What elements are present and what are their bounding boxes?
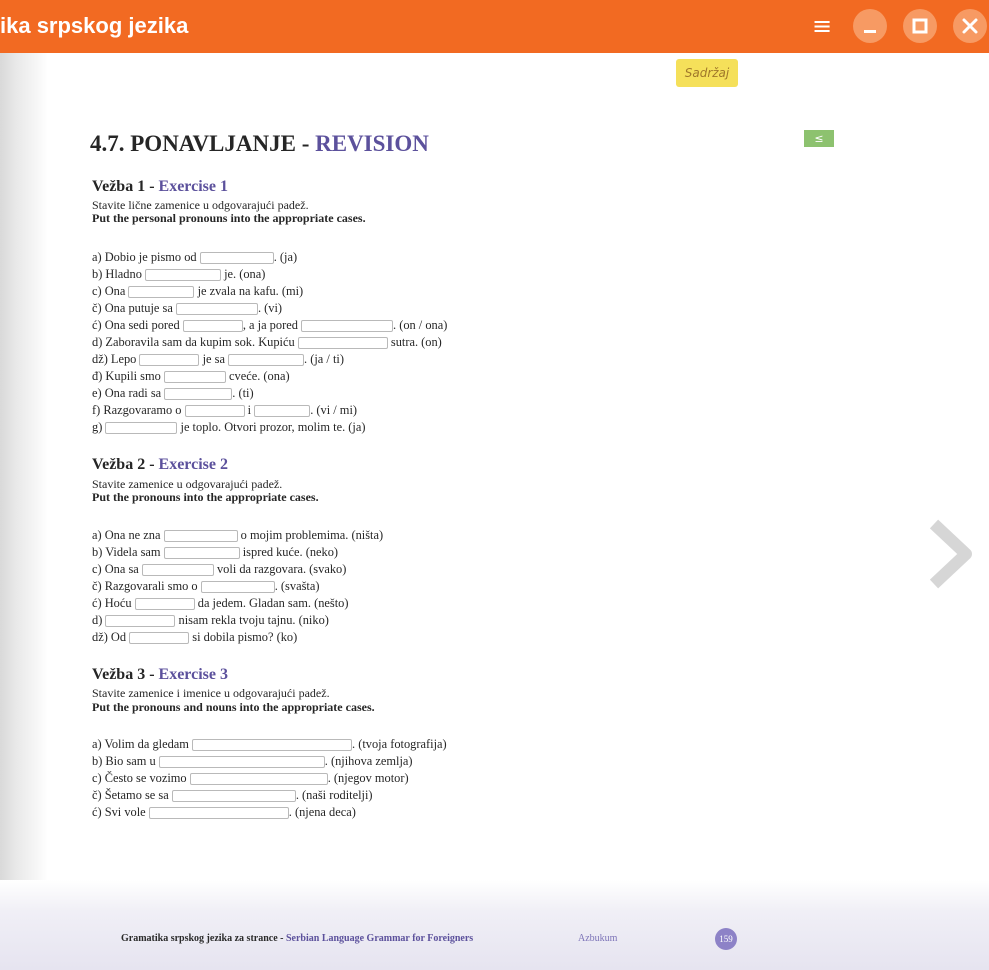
footer-title-sr: Gramatika srpskog jezika za strance - bbox=[121, 933, 286, 944]
exercise-3-item: c) Često se vozimo . (njegov motor) bbox=[92, 771, 409, 785]
minimize-icon bbox=[853, 9, 887, 43]
publisher-name: Azbukum bbox=[578, 933, 618, 944]
exercise-2-instruction-en: Put the pronouns into the appropriate cases. bbox=[92, 490, 319, 504]
exercise-3-item: ć) Svi vole . (njena deca) bbox=[92, 805, 356, 819]
exercise-2-item: a) Ona ne zna o mojim problemima. (ništa) bbox=[92, 528, 384, 542]
maximize-button[interactable] bbox=[903, 9, 937, 43]
maximize-icon bbox=[903, 9, 937, 43]
exercise-3-instruction-sr: Stavite zamenice i imenice u odgovarajući padež. bbox=[92, 686, 330, 700]
chevron-right-icon bbox=[922, 516, 982, 592]
exercise-3-item: b) Bio sam u . (njihova zemlja) bbox=[92, 754, 413, 768]
answer-input[interactable] bbox=[164, 547, 240, 559]
exercise-1-instruction-en: Put the personal pronouns into the appropriate cases. bbox=[92, 211, 366, 225]
answer-input[interactable] bbox=[172, 790, 296, 802]
close-button[interactable] bbox=[953, 9, 987, 43]
answer-input[interactable] bbox=[200, 252, 274, 264]
answer-input[interactable] bbox=[192, 739, 352, 751]
answer-input[interactable] bbox=[129, 632, 189, 644]
exercise-3-item: a) Volim da gledam . (tvoja fotografija) bbox=[92, 737, 447, 751]
answer-input[interactable] bbox=[105, 615, 175, 627]
exercise-1-item: ć) Ona sedi pored , a ja pored . (on / ona) bbox=[92, 318, 448, 332]
page-number-badge: 159 bbox=[715, 928, 737, 950]
exercise-1-item: đ) Kupili smo cveće. (ona) bbox=[92, 369, 290, 383]
exercise-2-instruction-sr: Stavite zamenice u odgovarajući padež. bbox=[92, 477, 283, 491]
answer-input[interactable] bbox=[159, 756, 325, 768]
page-title bbox=[90, 131, 429, 157]
exercise-1-title-en: Exercise 1 bbox=[158, 178, 228, 195]
exercise-2-item: ć) Hoću da jedem. Gladan sam. (nešto) bbox=[92, 596, 349, 610]
exercise-1-item: f) Razgovaramo o i . (vi / mi) bbox=[92, 403, 358, 417]
exercise-2-title bbox=[92, 456, 228, 474]
contents-button[interactable]: Sadržaj bbox=[676, 59, 738, 87]
answer-input[interactable] bbox=[139, 354, 199, 366]
next-page-button[interactable] bbox=[922, 516, 982, 592]
answer-input[interactable] bbox=[176, 303, 258, 315]
answer-input[interactable] bbox=[190, 773, 328, 785]
exercise-2-item: b) Videla sam ispred kuće. (neko) bbox=[92, 545, 339, 559]
exercise-1-item: dž) Lepo je sa . (ja / ti) bbox=[92, 352, 344, 366]
answer-input[interactable] bbox=[135, 598, 195, 610]
answer-input[interactable] bbox=[301, 320, 393, 332]
answer-input[interactable] bbox=[201, 581, 275, 593]
hamburger-menu-icon[interactable]: ≡ bbox=[811, 12, 833, 40]
exercise-3-item: č) Šetamo se sa . (naši roditelji) bbox=[92, 788, 373, 802]
answer-input[interactable] bbox=[164, 388, 232, 400]
answer-input[interactable] bbox=[183, 320, 243, 332]
exercise-1-item: b) Hladno je. (ona) bbox=[92, 267, 266, 281]
exercise-3-title bbox=[92, 666, 228, 684]
exercise-1-item: e) Ona radi sa . (ti) bbox=[92, 386, 254, 400]
exercise-3-title-sr: Vežba 3 - bbox=[92, 666, 159, 683]
exercise-1-item: a) Dobio je pismo od . (ja) bbox=[92, 250, 298, 264]
exercise-2-item: d) nisam rekla tvoju tajnu. (niko) bbox=[92, 613, 329, 627]
page-bottom-wave bbox=[0, 880, 989, 970]
answer-input[interactable] bbox=[142, 564, 214, 576]
answer-input[interactable] bbox=[298, 337, 388, 349]
exercise-3-title-en: Exercise 3 bbox=[158, 666, 228, 683]
exercise-1-item: d) Zaboravila sam da kupim sok. Kupiću sutra. (on) bbox=[92, 335, 442, 349]
title-bar bbox=[0, 0, 989, 53]
exercise-2-item: č) Razgovarali smo o . (svašta) bbox=[92, 579, 320, 593]
exercise-1-instruction-sr: Stavite lične zamenice u odgovarajući padež. bbox=[92, 198, 309, 212]
exercise-1-title bbox=[92, 178, 228, 196]
answer-input[interactable] bbox=[254, 405, 310, 417]
answer-input[interactable] bbox=[185, 405, 245, 417]
footer-title-en: Serbian Language Grammar for Foreigners bbox=[285, 933, 474, 944]
app-title: ika srpskog jezika bbox=[0, 13, 189, 38]
page-title-sr: 4.7. PONAVLJANJE - bbox=[90, 131, 316, 156]
book-footer bbox=[121, 933, 473, 944]
answer-input[interactable] bbox=[228, 354, 304, 366]
page-title-en: REVISION bbox=[315, 131, 429, 156]
answer-input[interactable] bbox=[149, 807, 289, 819]
answer-input[interactable] bbox=[105, 422, 177, 434]
answer-input[interactable] bbox=[145, 269, 221, 281]
page-spine-shadow bbox=[0, 53, 48, 970]
exercise-1-title-sr: Vežba 1 - bbox=[92, 178, 159, 195]
exercise-2-title-sr: Vežba 2 - bbox=[92, 456, 159, 473]
exercise-2-item: dž) Od si dobila pismo? (ko) bbox=[92, 630, 298, 644]
exercise-3-instruction-en: Put the pronouns and nouns into the appropriate cases. bbox=[92, 700, 375, 714]
close-icon bbox=[953, 9, 987, 43]
back-tab[interactable]: ≤ bbox=[804, 130, 834, 147]
exercise-1-item: g) je toplo. Otvori prozor, molim te. (ja) bbox=[92, 420, 366, 434]
answer-input[interactable] bbox=[164, 530, 238, 542]
exercise-1-item: c) Ona je zvala na kafu. (mi) bbox=[92, 284, 304, 298]
answer-input[interactable] bbox=[128, 286, 194, 298]
exercise-1-item: č) Ona putuje sa . (vi) bbox=[92, 301, 283, 315]
answer-input[interactable] bbox=[164, 371, 226, 383]
minimize-button[interactable] bbox=[853, 9, 887, 43]
exercise-2-item: c) Ona sa voli da razgovara. (svako) bbox=[92, 562, 347, 576]
exercise-2-title-en: Exercise 2 bbox=[158, 456, 228, 473]
